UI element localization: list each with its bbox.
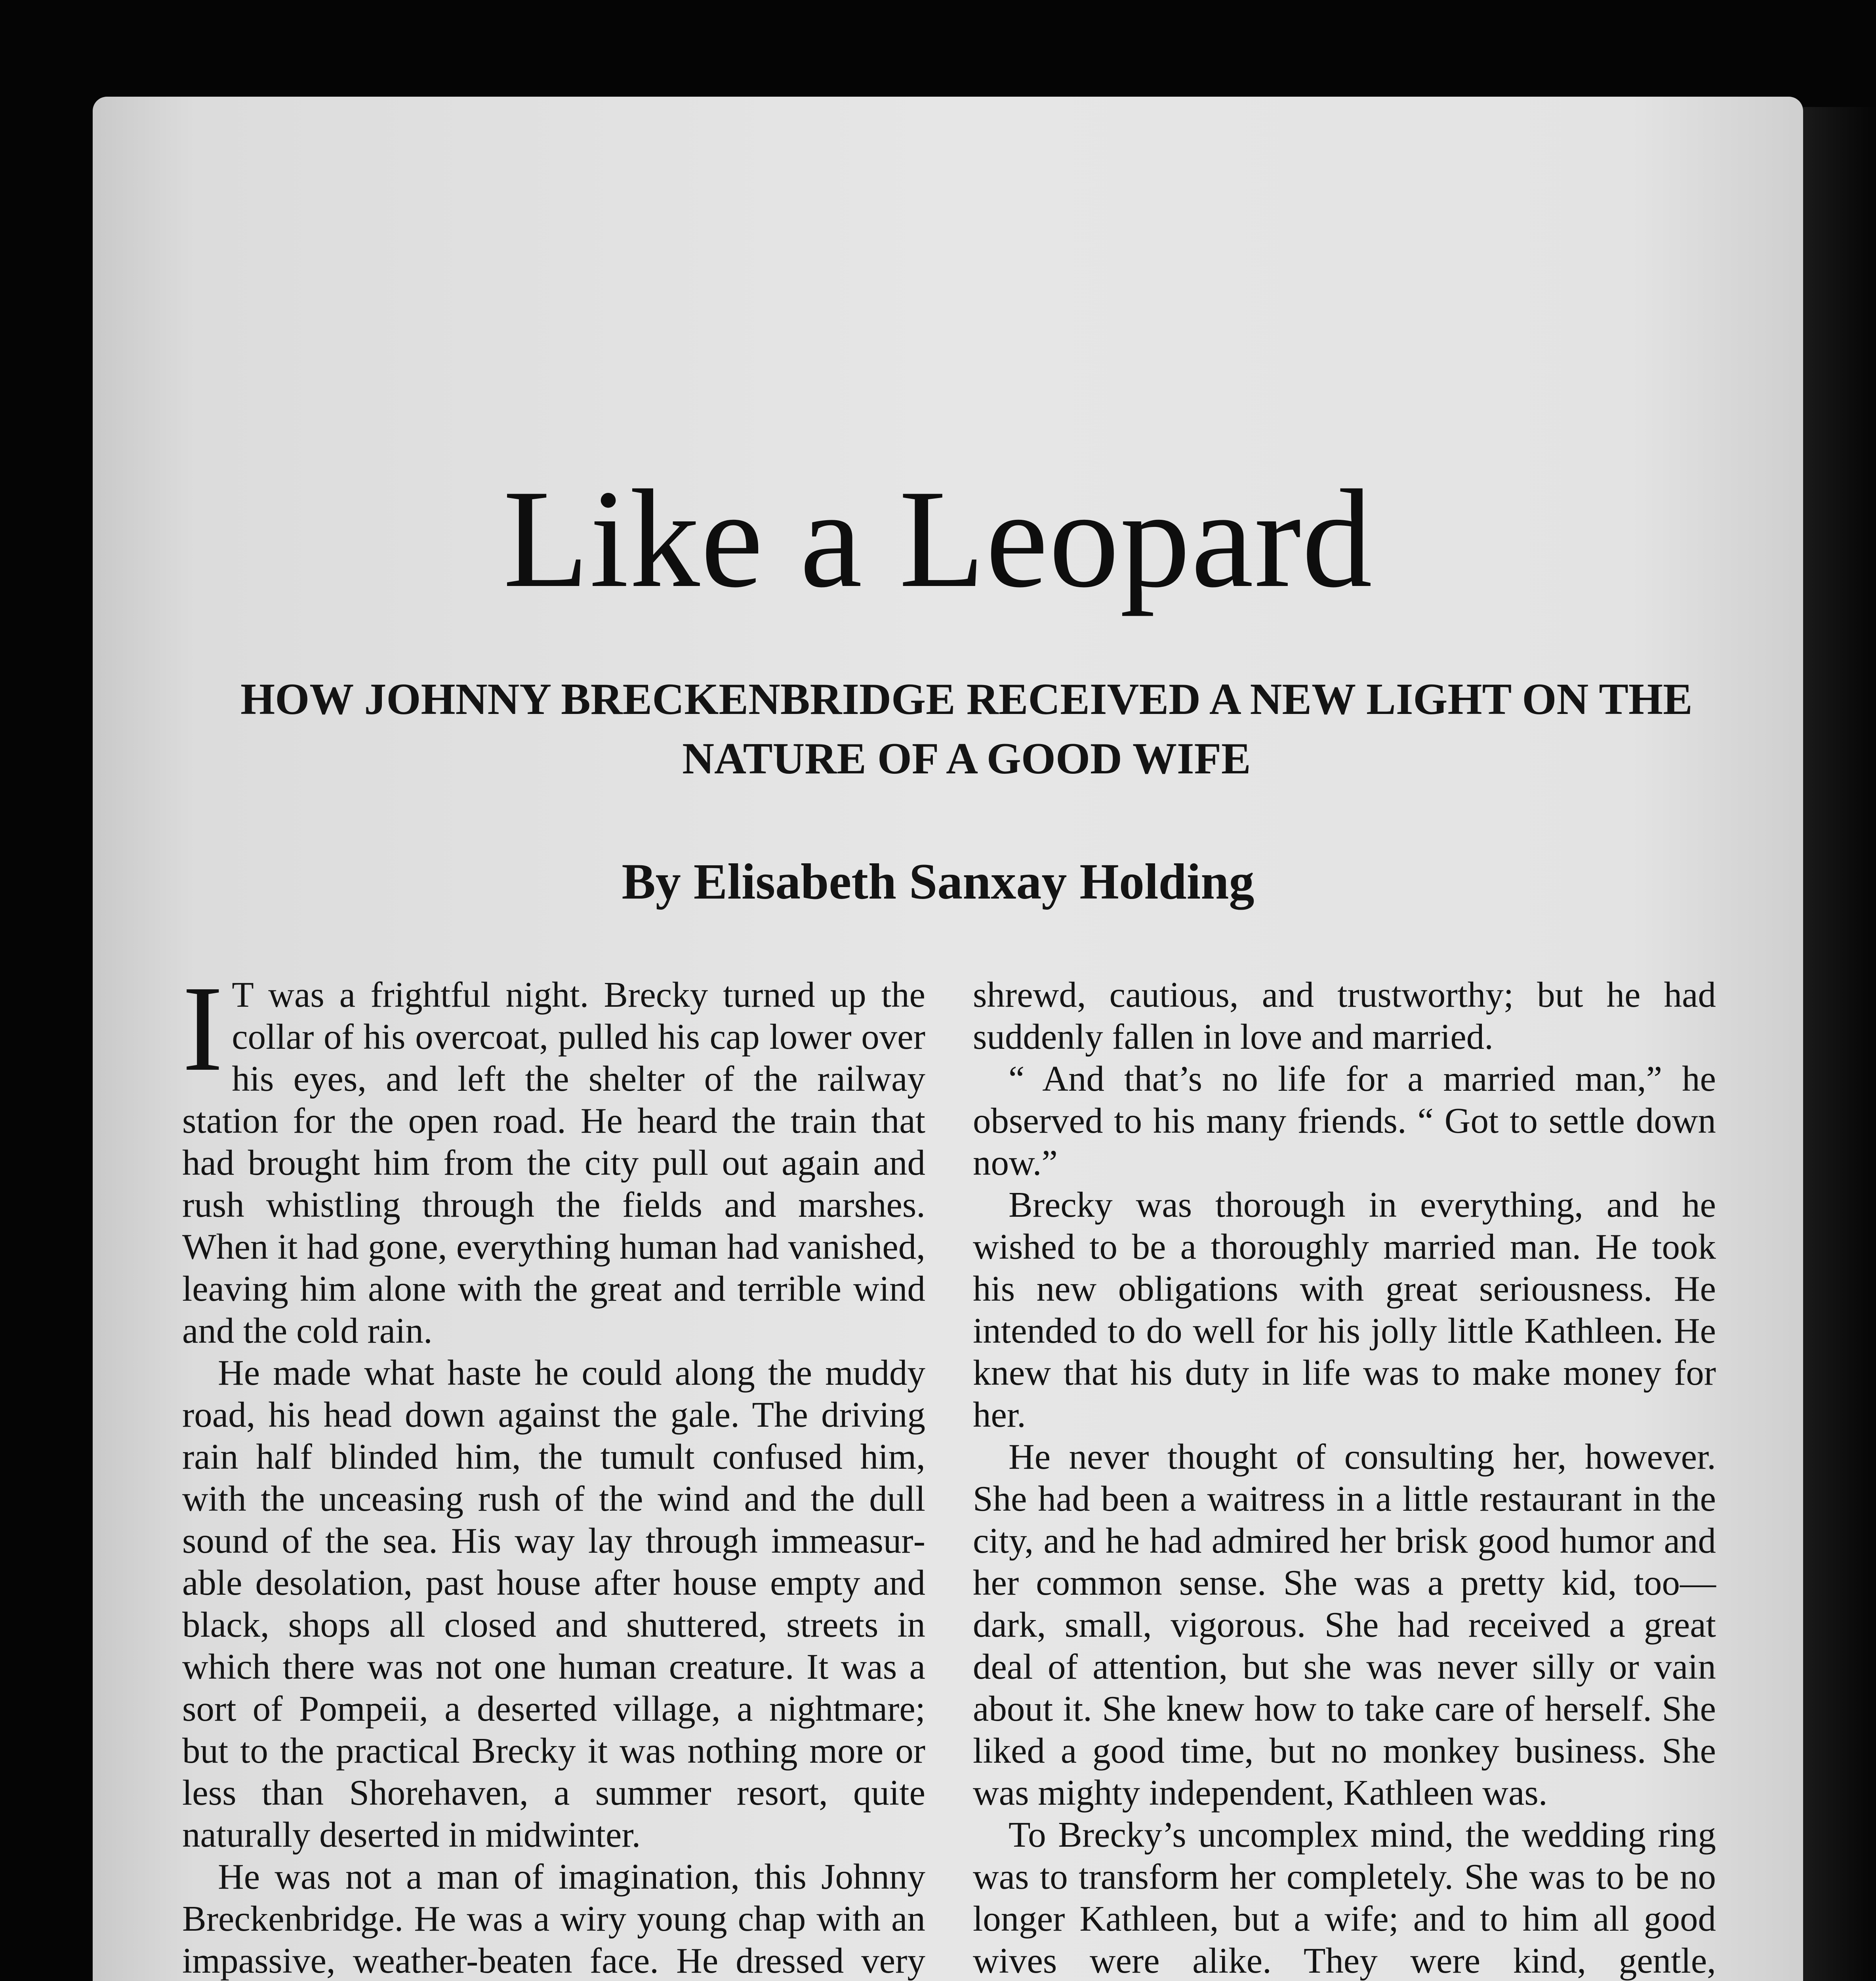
left-column	[182, 961, 925, 1981]
paragraph: He made what haste he could along the muddy road, his head down against the gale. The driving rain half blinded him, the tumult confused him, with the unceasing rush of the wind and the dull sound of the sea. His way lay through immeasurable desolation, past house after house empty and black, shops all closed and shuttered, streets in which there was not one human creature. It was a sort of Pompeii, a deserted village, a nightmare; but to the practical Brecky it was nothing more or less than Shorehaven, a summer resort, quite naturally deserted in midwinter.	[182, 1353, 925, 1855]
paragraph: He was not a man of imagination, this Johnny Breckenbridge. He was a wiry young chap with an impassive, weather-beaten face. He dressed very	[182, 1857, 925, 1981]
paragraph: “ And that’s no life for a married man,” he observed to his many friends. “ Got to settle down now.”	[973, 1059, 1716, 1183]
drop-cap: I	[182, 961, 223, 1097]
article-title: Like a Leopard	[503, 461, 1373, 616]
paragraph: To Brecky’s uncomplex mind, the wedding ring was to transform her completely. She was to be no longer Kathleen, but a wife; and to him all good wives were alike. They were kind, gentle,	[973, 1815, 1716, 1981]
paragraph	[182, 961, 925, 1352]
right-column	[973, 974, 1716, 1981]
paragraph: shrewd, cautious, and trustworthy; but he had suddenly fallen in love and married.	[973, 975, 1716, 1057]
paragraph-text: T was a frightful night. Brecky turned up the collar of his overcoat, pulled his cap lower over his eyes, and left the shelter of the railway station for the open road. He heard the train that had brought him from the city pull out again and rush whistling through the fields and marshes. When it had gone, everything human had vanished, leaving him alone with the great and terrible wind and the cold rain.	[182, 975, 925, 1351]
book-spine-shadow	[1803, 107, 1876, 1981]
paragraph: He never thought of consulting her, however. She had been a waitress in a little restaurant in the city, and he had admired her brisk good humor and her common sense. She was a pretty kid, too—dark, small, vigorous. She had received a great deal of attention, but she was never silly or vain about it. She knew how to take care of herself. She liked a good time, but no monkey business. She was mighty independent, Kathleen was.	[973, 1437, 1716, 1813]
article-subtitle: HOW JOHNNY BRECKENBRIDGE RECEIVED A NEW LIGHT ON THE NATURE OF A GOOD WIFE	[240, 675, 1693, 783]
paragraph: Brecky was thorough in everything, and he wished to be a thoroughly married man. He took his new obligations with great seriousness. He intended to do well for his jolly little Kathleen. He knew that his duty in life was to make money for her.	[973, 1185, 1716, 1435]
article-byline: By Elisabeth Sanxay Holding	[622, 853, 1254, 910]
